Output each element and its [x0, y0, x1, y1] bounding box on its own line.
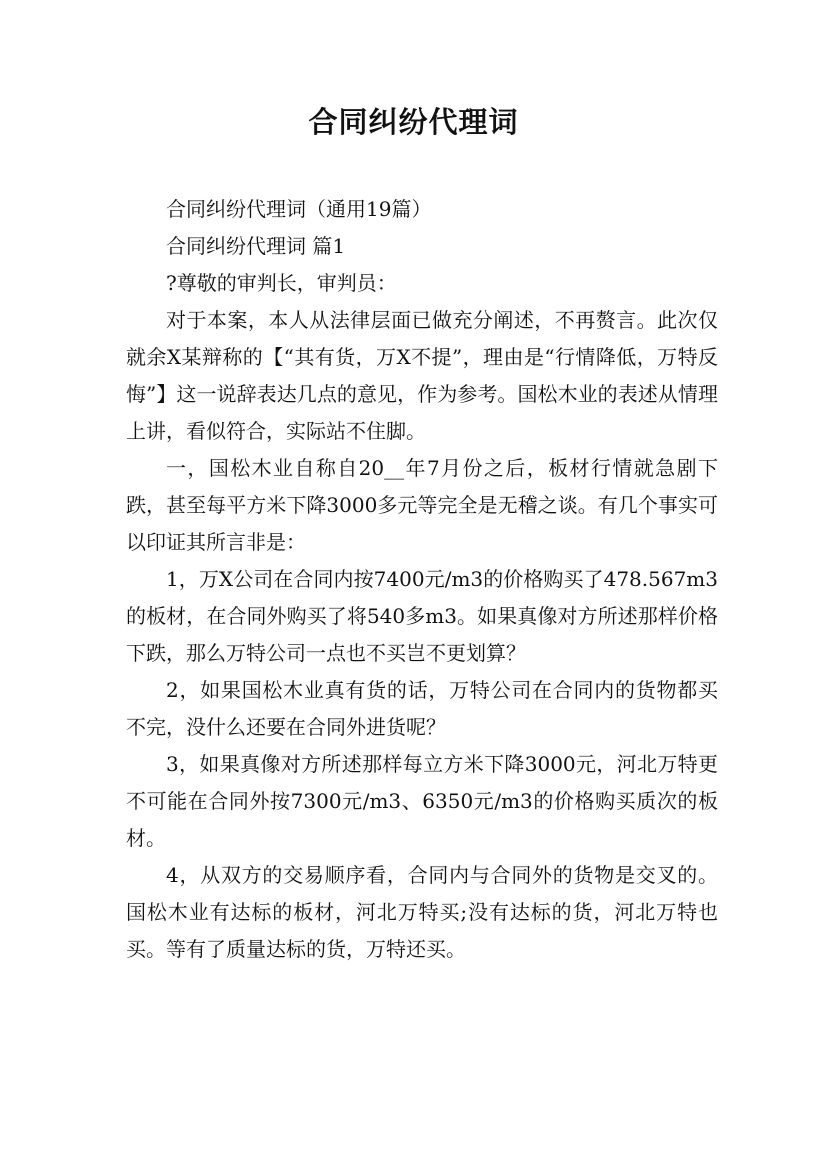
paragraph-point-one: 一，国松木业自称自20__年7月份之后，板材行情就急剧下跌，甚至每平方米下降3000多元等完全是无稽之谈。有几个事实可以印证其所言非是：: [126, 456, 718, 554]
document-body: [126, 191, 718, 968]
paragraph-salutation: ?尊敬的审判长，审判员：: [166, 271, 397, 295]
document-title: 合同纠纷代理词: [308, 105, 519, 139]
paragraph-fact-4: 4，从双方的交易顺序看，合同内与合同外的货物是交叉的。国松木业有达标的板材，河北万特买;没有达标的货，河北万特也买。等有了质量达标的货，万特还买。: [126, 863, 718, 961]
paragraph-section-heading: 合同纠纷代理词 篇1: [166, 234, 346, 258]
paragraph-fact-3: 3，如果真像对方所述那样每立方米下降3000元，河北万特更不可能在合同外按7300元/m3、6350元/m3的价格购买质次的板材。: [126, 752, 718, 850]
paragraph-fact-1: 1，万X公司在合同内按7400元/m3的价格购买了478.567m3的板材，在合同外购买了将540多m3。如果真像对方所述那样价格下跌，那么万特公司一点也不买岂不更划算？: [126, 567, 718, 665]
paragraph-intro: 对于本案，本人从法律层面已做充分阐述，不再赘言。此次仅就余X某辩称的【“其有货，万X不提”，理由是“行情降低，万特反悔”】这一说辞表达几点的意见，作为参考。国松木业的表述从情理上讲，看似符合，实际站不住脚。: [126, 308, 718, 443]
paragraph-fact-2: 2，如果国松木业真有货的话，万特公司在合同内的货物都买不完，没什么还要在合同外进货呢？: [126, 678, 718, 739]
paragraph-subtitle: 合同纠纷代理词（通用19篇）: [166, 197, 432, 221]
